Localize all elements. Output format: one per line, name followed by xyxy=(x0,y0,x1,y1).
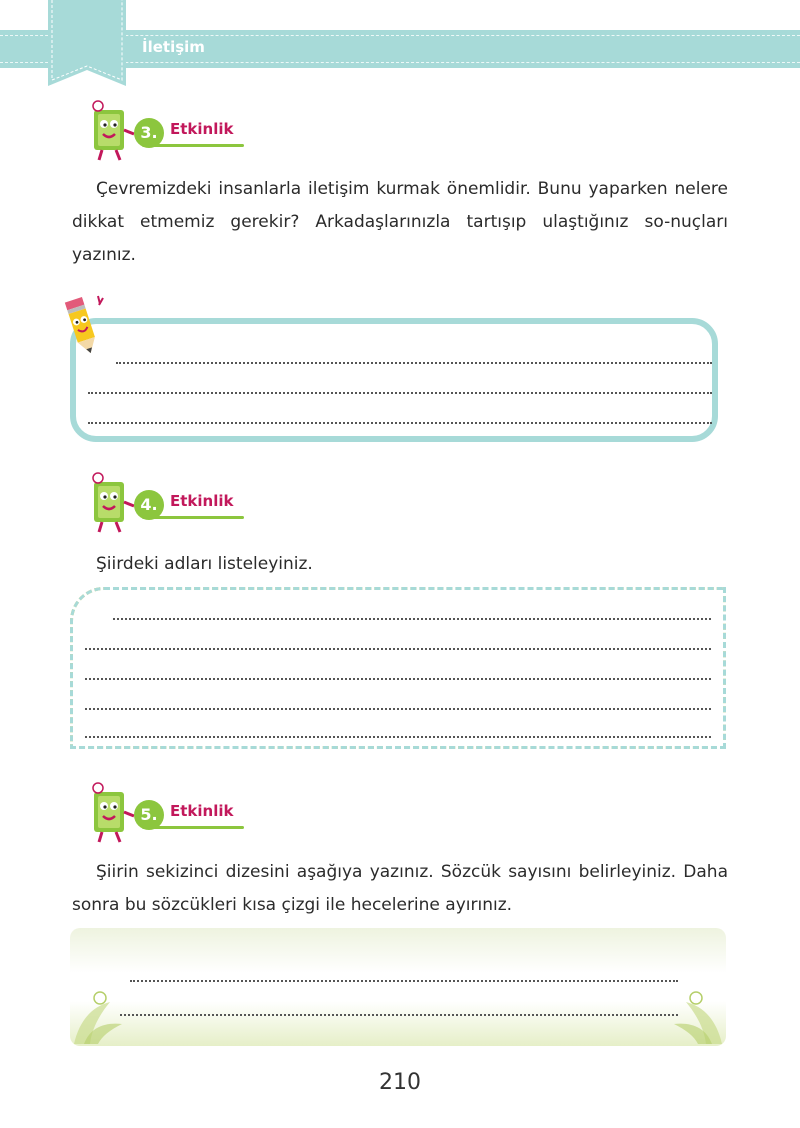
activity-4-instruction: Şiirdeki adları listeleyiniz. xyxy=(96,554,313,574)
book-mascot-icon xyxy=(82,472,142,536)
answer-line[interactable] xyxy=(120,1014,678,1016)
answer-box-1 xyxy=(70,318,718,442)
answer-line[interactable] xyxy=(116,362,712,364)
book-mascot-icon xyxy=(82,100,142,164)
answer-line[interactable] xyxy=(85,648,711,650)
floral-decoration-icon xyxy=(646,958,726,1046)
answer-box-3 xyxy=(70,928,726,1046)
answer-line[interactable] xyxy=(113,618,711,620)
activity-3-badge xyxy=(82,100,262,164)
activity-number: 5. xyxy=(134,800,164,830)
activity-4-badge xyxy=(82,472,262,536)
answer-line[interactable] xyxy=(88,422,712,424)
answer-line[interactable] xyxy=(130,980,678,982)
activity-underline xyxy=(142,144,244,147)
activity-underline xyxy=(142,826,244,829)
activity-label: Etkinlik xyxy=(170,492,234,510)
answer-line[interactable] xyxy=(85,736,711,738)
answer-line[interactable] xyxy=(85,708,711,710)
activity-underline xyxy=(142,516,244,519)
activity-number: 3. xyxy=(134,118,164,148)
activity-number: 4. xyxy=(134,490,164,520)
theme-name: İletişim xyxy=(142,38,205,56)
theme-tab xyxy=(48,0,126,86)
activity-5-badge xyxy=(82,782,262,846)
page-number: 210 xyxy=(379,1070,421,1095)
activity-label: Etkinlik xyxy=(170,802,234,820)
answer-line[interactable] xyxy=(85,678,711,680)
activity-5-instruction: Şiirin sekizinci dizesini aşağıya yazınız. Sözcük sayısını belirleyiniz. Daha sonra bu sözcükleri kısa çizgi ile hecelerine ayırınız. xyxy=(72,862,728,915)
floral-decoration-icon xyxy=(70,958,150,1046)
answer-box-2 xyxy=(70,587,726,749)
activity-3-instruction: Çevremizdeki insanlarla iletişim kurmak önemlidir. Bunu yaparken nelere dikkat etmemiz gerekir? Arkadaşlarınızla tartışıp ulaştığınız so-nuçları yazınız. xyxy=(72,179,728,265)
pencil-mascot-icon xyxy=(58,290,108,356)
activity-label: Etkinlik xyxy=(170,120,234,138)
book-mascot-icon xyxy=(82,782,142,846)
answer-line[interactable] xyxy=(88,392,712,394)
